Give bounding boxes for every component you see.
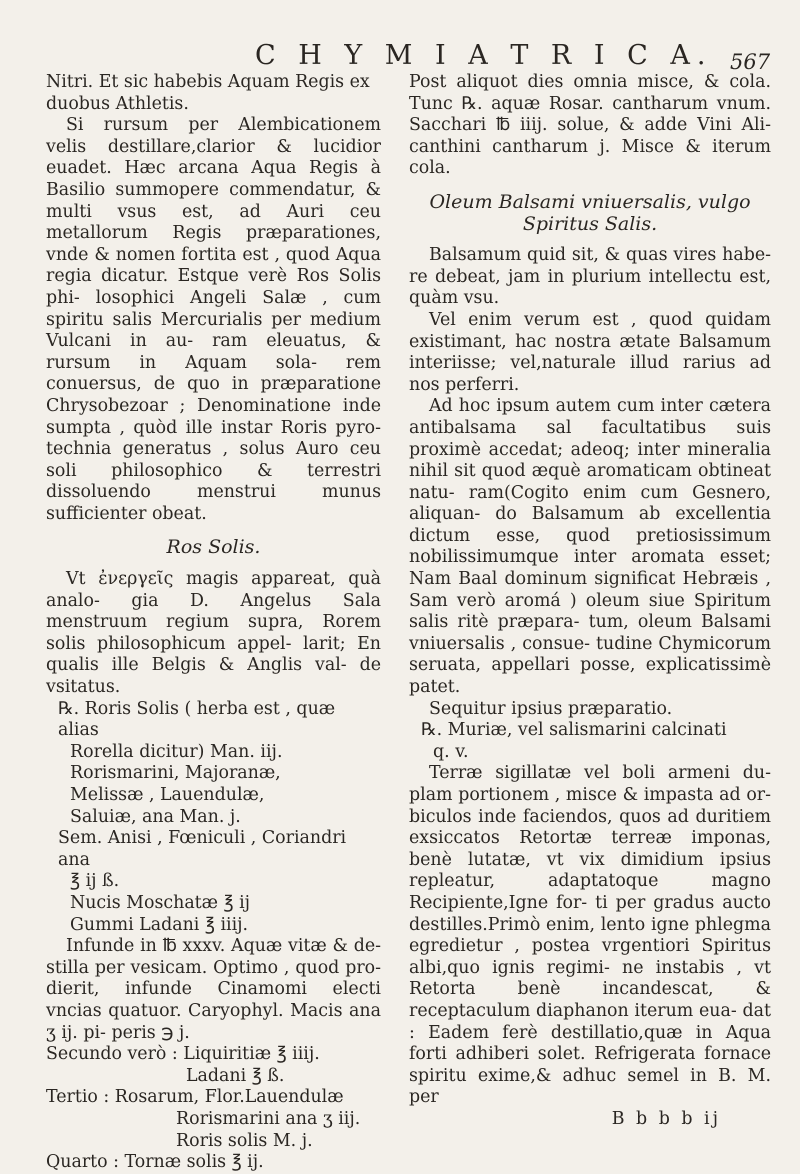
paragraph	[409, 72, 771, 180]
text-line: menstrui munus sufficienter obeat.	[46, 482, 382, 524]
paragraph	[409, 699, 771, 721]
text-line: commendatur, & multi vsus est, ad Auri	[46, 179, 381, 222]
recipe	[46, 699, 381, 937]
text-line: supra, Rorem solis philosophicum appel-	[46, 612, 382, 654]
text-line: cola.	[409, 158, 451, 179]
paragraph	[46, 72, 381, 115]
paragraph	[46, 115, 381, 525]
text-line: significat Hebræis , Sam verò aromá )	[409, 569, 771, 611]
text-line: de vsitatus.	[46, 655, 381, 698]
text-line: re debeat, jam in plurium intellectu est,	[409, 266, 771, 287]
section-heading	[409, 192, 771, 235]
text-line: interiisse; vel,naturale illud rarius ad nos	[409, 353, 771, 395]
text-line: ceu metallorum Regis præparationes,	[46, 201, 381, 244]
text-line: Vt ἐνεργεῖς magis appareat, quà analo-	[46, 569, 381, 611]
text-line: tum, oleum Balsami vniuersalis , consue-	[409, 612, 771, 654]
running-title: C H Y M I A T R I C A.	[255, 40, 713, 71]
recipe-line: Tertio : Rosarum, Flor.Lauendulæ	[46, 1087, 344, 1108]
recipe-line: Saluiæ, ana Man. j.	[70, 806, 241, 827]
text-line: larit; En qualis ille Belgis & Anglis val-	[46, 633, 381, 676]
text-line: quod pretiosissimum nobilissimumque	[409, 525, 771, 568]
text-line: Vel enim verum est , quod quidam	[429, 309, 771, 330]
text-line: Mercurialis per medium Vulcani in au-	[46, 309, 382, 352]
recipe-line: Quarto : Tornæ solis ℥ ij.	[46, 1152, 264, 1173]
signature-mark: B b b b ij	[611, 1108, 721, 1129]
text-line: vrgentiori Spiritus albi,quo ignis regimi-	[409, 936, 772, 978]
text-line: rem conuersus, de quo in præparatione	[46, 352, 381, 395]
text-line: arcana Aqua Regis à Basilio summopere	[46, 158, 381, 200]
text-line: accedat; adeoq; inter mineralia nihil sit	[409, 439, 771, 482]
text-line: forti adhiberi solet. Refrigerata fornace	[409, 1044, 771, 1065]
text-line: adaptatoque magno Recipiente,Igne for-	[409, 871, 771, 913]
text-line: lutatæ, vt vix dimidium ipsius repleatur,	[409, 849, 771, 892]
paragraph	[46, 569, 381, 699]
text-line: Balsamum quid sit, & quas vires habe-	[429, 245, 771, 266]
text-line: oleum siue Spiritum salis ritè præpara-	[409, 590, 771, 633]
text-line: duobus Athletis.	[46, 93, 189, 114]
text-line: philosophico & terrestri dissoluendo	[46, 460, 382, 503]
recipe-line: Rorismarini ana ʒ iij.	[176, 1108, 361, 1129]
recipe-line: Roris solis M. j.	[176, 1130, 313, 1151]
text-line: & receptaculum diaphanon iterum eua-	[409, 979, 771, 1021]
text-line: existimant, hac nostra ætate Balsamum	[409, 331, 771, 352]
recipe-line: Gummi Ladani ℥ iiij.	[70, 914, 249, 935]
recipe-line: Rorismarini, Majoranæ,	[70, 763, 281, 784]
paragraph	[409, 763, 771, 1109]
left-column	[46, 72, 381, 1174]
recipe-line: Secundo verò : Liquiritiæ ℥ iiij.	[46, 1044, 320, 1065]
text-line: Sacchari ℔ iiij. solue, & adde Vini Ali-	[409, 115, 771, 136]
text-line: Nitri. Et sic habebis Aquam Regis ex	[46, 72, 370, 92]
text-line: ti per gradus aucto destilles.Primò enim,	[409, 892, 771, 935]
recipe-line: ℞. Roris Solis ( herba est , quæ alias	[58, 698, 336, 741]
recipe	[46, 1044, 381, 1174]
text-line: Sequitur ipsius præparatio.	[429, 698, 673, 719]
text-line: do Balsamum ab excellentia dictum esse,	[409, 504, 772, 546]
text-line: perferri.	[445, 374, 520, 395]
recipe-line: ℞. Muriæ, vel salismarini calcinati	[421, 720, 727, 741]
recipe-line: Rorella dicitur) Man. iij.	[70, 741, 283, 762]
section-heading: Ros Solis.	[166, 536, 261, 559]
heading-line: Spiritus Salis.	[522, 212, 658, 235]
text-line: stilla per vesicam. Optimo , quod pro-	[46, 957, 381, 978]
right-column	[409, 72, 771, 1131]
text-line: Ad hoc ipsum autem cum inter cætera	[429, 396, 771, 417]
heading-line: Oleum Balsami vniuersalis, vulgo	[429, 190, 751, 213]
text-line: ram eleuatus, & rursum in Aquam sola-	[46, 331, 381, 373]
text-line: destillare,clarior & lucidior euadet. Hæc	[46, 136, 381, 179]
text-line: Terræ sigillatæ vel boli armeni du-	[429, 763, 771, 784]
text-line: dierit, infunde Cinamomi electi vncias	[46, 979, 381, 1021]
recipe-line: Nucis Moschatæ ℥ ij	[70, 892, 251, 913]
text-line: losophici Angeli Salæ , cum spiritu salis	[46, 287, 381, 330]
paragraph	[409, 396, 771, 698]
text-line: canthini cantharum j. Misce & iterum	[409, 136, 771, 157]
recipe-line: Ladani ℥ ß.	[186, 1065, 285, 1086]
text-line: ram(Cogito enim cum Gesnero, aliquan-	[409, 482, 772, 525]
text-line: quàm vsu.	[409, 288, 500, 309]
text-line: gia D. Angelus Sala menstruum regium	[46, 590, 381, 633]
recipe-line: Melissæ , Lauendulæ,	[70, 785, 265, 805]
text-line: spiritu exime,& adhuc semel in B. M. per	[409, 1065, 771, 1108]
text-line: technia generatus , solus Auro ceu soli	[46, 439, 381, 481]
text-line: Tunc ℞. aquæ Rosar. cantharum vnum.	[409, 93, 771, 114]
text-line: Infunde in ℔ xxxv. Aquæ vitæ & de-	[66, 936, 381, 957]
paragraph	[46, 936, 381, 1044]
recipe-line: ℥ ij ß.	[70, 871, 120, 892]
text-line: Post aliquot dies omnia misce, & cola.	[409, 72, 771, 92]
text-line: biculos inde faciendos, quos ad duritiem	[409, 806, 771, 827]
text-line: plam portionem , misce & impasta ad or-	[409, 785, 771, 805]
text-line: dat : Eadem ferè destillatio,quæ in Aqua	[409, 1000, 772, 1043]
text-line: regia dicatur. Estque verè Ros Solis phi-	[46, 266, 381, 308]
text-line: lento igne phlegma egredietur , postea	[409, 914, 771, 957]
text-line: quod æquè aromaticam obtineat natu-	[409, 461, 772, 503]
text-line: posse, explicatissimè patet.	[409, 655, 771, 698]
text-line: quatuor. Caryophyl. Macis ana ʒ ij. pi-	[46, 1000, 381, 1043]
text-line: antibalsama sal facultatibus suis proximè	[409, 417, 771, 460]
text-line: peris ℈ j.	[111, 1022, 190, 1043]
recipe-line: q. v.	[433, 741, 469, 762]
recipe	[409, 720, 771, 763]
text-line: Chrysobezoar ; Denominatione inde	[46, 395, 381, 416]
paragraph	[409, 310, 771, 396]
text-line: tudine Chymicorum seruata, appellari	[409, 633, 771, 676]
text-line: vnde & nomen fortita est , quod Aqua	[46, 244, 381, 265]
text-line: Si rursum per Alembicationem velis	[46, 115, 381, 157]
text-line: ne instabis , vt Retorta benè incandescat,	[409, 957, 771, 1000]
page-number: 567	[730, 50, 771, 74]
paragraph	[409, 245, 771, 310]
recipe-line: Sem. Anisi , Fœniculi , Coriandri ana	[58, 828, 347, 870]
text-line: inter aromata esset; Nam Baal dominum	[409, 547, 771, 590]
text-line: sumpta , quòd ille instar Roris pyro-	[46, 417, 381, 438]
text-line: exsiccatos Retortæ terreæ imponas, benè	[409, 828, 771, 870]
